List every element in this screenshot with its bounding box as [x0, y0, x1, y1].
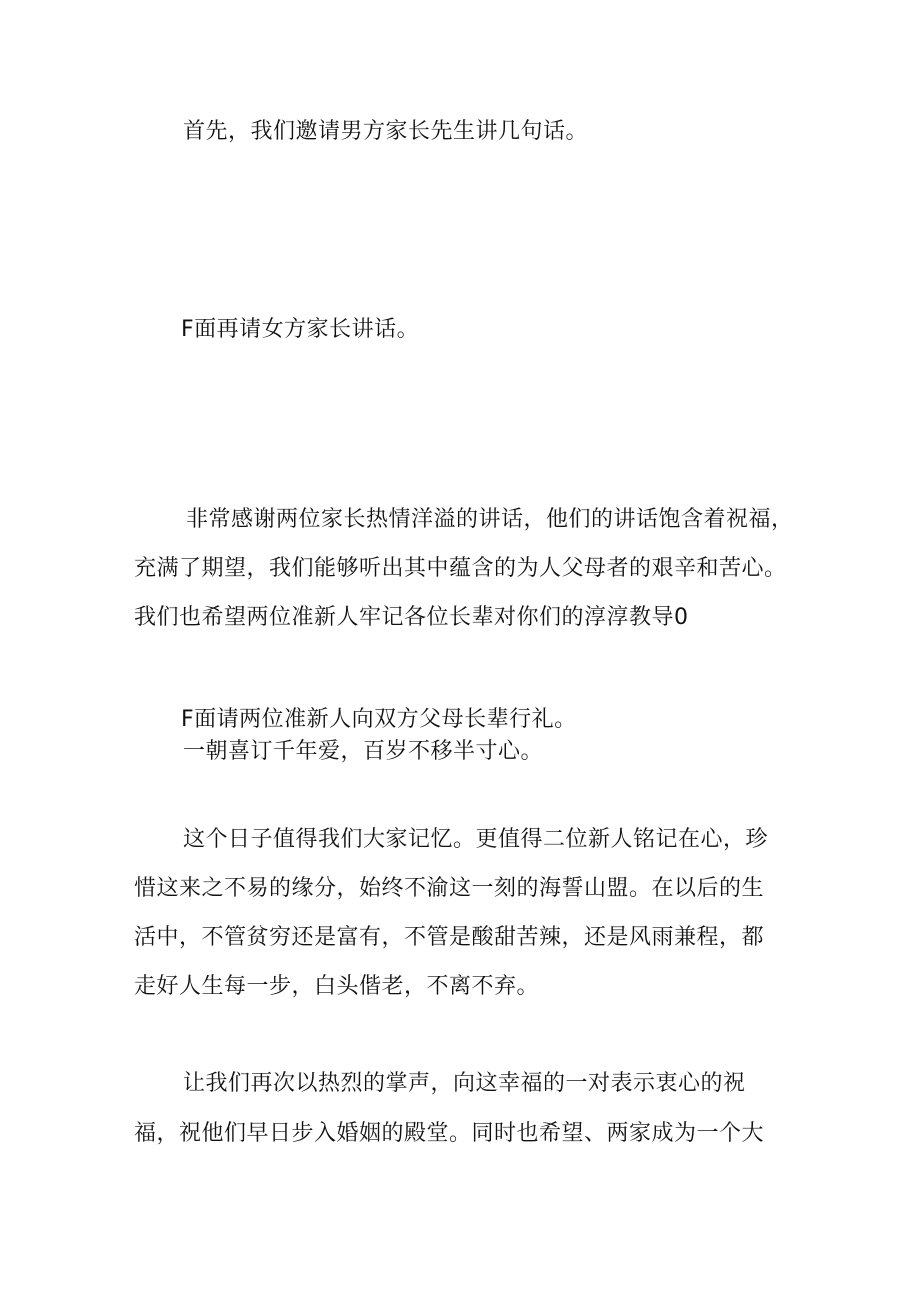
paragraph-line: 一朝喜订千年爱，百岁不移半寸心。 — [183, 739, 544, 764]
paragraph-line: F面再请女方家长讲话。 — [181, 317, 420, 342]
paragraph-line: 福，祝他们早日步入婚姻的殿堂。同时也希望、两家成为一个大 — [134, 1121, 765, 1146]
paragraph-line: 首先，我们邀请男方家长先生讲几句话。 — [183, 119, 589, 144]
paragraph-line: F面请两位准新人向双方父母长辈行礼。 — [181, 707, 577, 732]
paragraph-line: 非常感谢两位家长热情洋溢的讲话，他们的讲话饱含着祝福， — [186, 507, 794, 532]
paragraph-line: 充满了期望，我们能够听出其中蕴含的为人父母者的艰辛和苦心。 — [134, 556, 787, 581]
paragraph-line: 惜这来之不易的缘分，始终不渝这一刻的海誓山盟。在以后的生 — [134, 876, 765, 901]
paragraph-line: 这个日子值得我们大家记忆。更值得二位新人铭记在心，珍 — [183, 827, 769, 852]
paragraph-line: 活中，不管贫穷还是富有，不管是酸甜苦辣，还是风雨兼程，都 — [134, 925, 765, 950]
paragraph-line: 让我们再次以热烈的掌声，向这幸福的一对表示衷心的祝 — [183, 1071, 746, 1096]
paragraph-line: 走好人生每一步，白头偕老，不离不弃。 — [134, 974, 540, 999]
paragraph-line: 我们也希望两位准新人牢记各位长辈对你们的淳淳教导0 — [134, 605, 689, 630]
